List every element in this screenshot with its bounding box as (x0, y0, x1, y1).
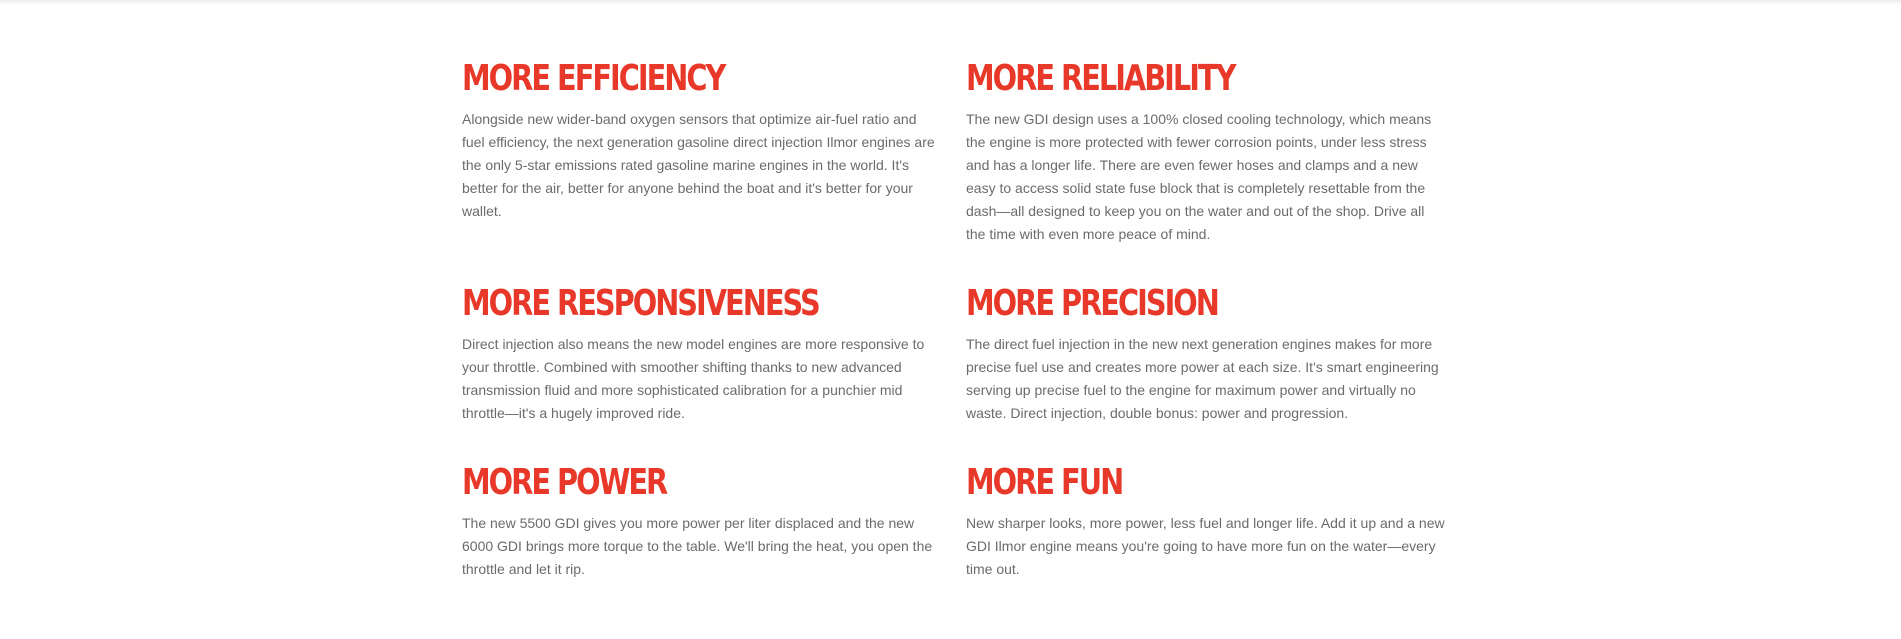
feature-title: MORE RESPONSIVENESS (462, 283, 819, 324)
feature-description: The direct fuel injection in the new next generation engines makes for more precise fuel use and creates more power at each size. It's smart engineering serving up precise fuel to the engine for maximum power and virtually no waste. Direct injection, double bonus: power and progression. (966, 336, 1439, 421)
feature-title: MORE PRECISION (966, 283, 1218, 324)
feature-precision (966, 279, 1446, 425)
feature-responsiveness (462, 279, 942, 425)
feature-title: MORE POWER (462, 462, 667, 503)
feature-description: New sharper looks, more power, less fuel and longer life. Add it up and a new GDI Ilmor engine means you're going to have more fun on the water—every time out. (966, 515, 1445, 577)
feature-fun (966, 458, 1446, 581)
feature-description: Direct injection also means the new model engines are more responsive to your throttle. Combined with smoother shifting thanks to new advanced transmission fluid and more sophisticated calibration for a punchier mid throttle—it's a hugely improved ride. (462, 336, 925, 421)
feature-title: MORE FUN (966, 462, 1123, 503)
feature-title: MORE EFFICIENCY (462, 58, 725, 99)
feature-reliability (966, 54, 1446, 246)
feature-description: The new 5500 GDI gives you more power per liter displaced and the new 6000 GDI brings more torque to the table. We'll bring the heat, you open the throttle and let it rip. (462, 515, 933, 577)
feature-efficiency (462, 54, 942, 223)
feature-power (462, 458, 942, 581)
feature-title: MORE RELIABILITY (966, 58, 1235, 99)
feature-description: The new GDI design uses a 100% closed cooling technology, which means the engine is more protected with fewer corrosion points, under less stress and has a longer life. There are even fewer hoses and clamps and a new easy to access solid state fuse block that is completely resettable from the dash—all designed to keep you on the water and out of the shop. Drive all the time with even more peace of mind. (966, 111, 1432, 242)
feature-description: Alongside new wider-band oxygen sensors that optimize air-fuel ratio and fuel efficiency, the next generation gasoline direct injection Ilmor engines are the only 5-star emissions rated gasoline marine engines in the world. It's better for the air, better for anyone behind the boat and it's better for your wallet. (462, 111, 935, 219)
